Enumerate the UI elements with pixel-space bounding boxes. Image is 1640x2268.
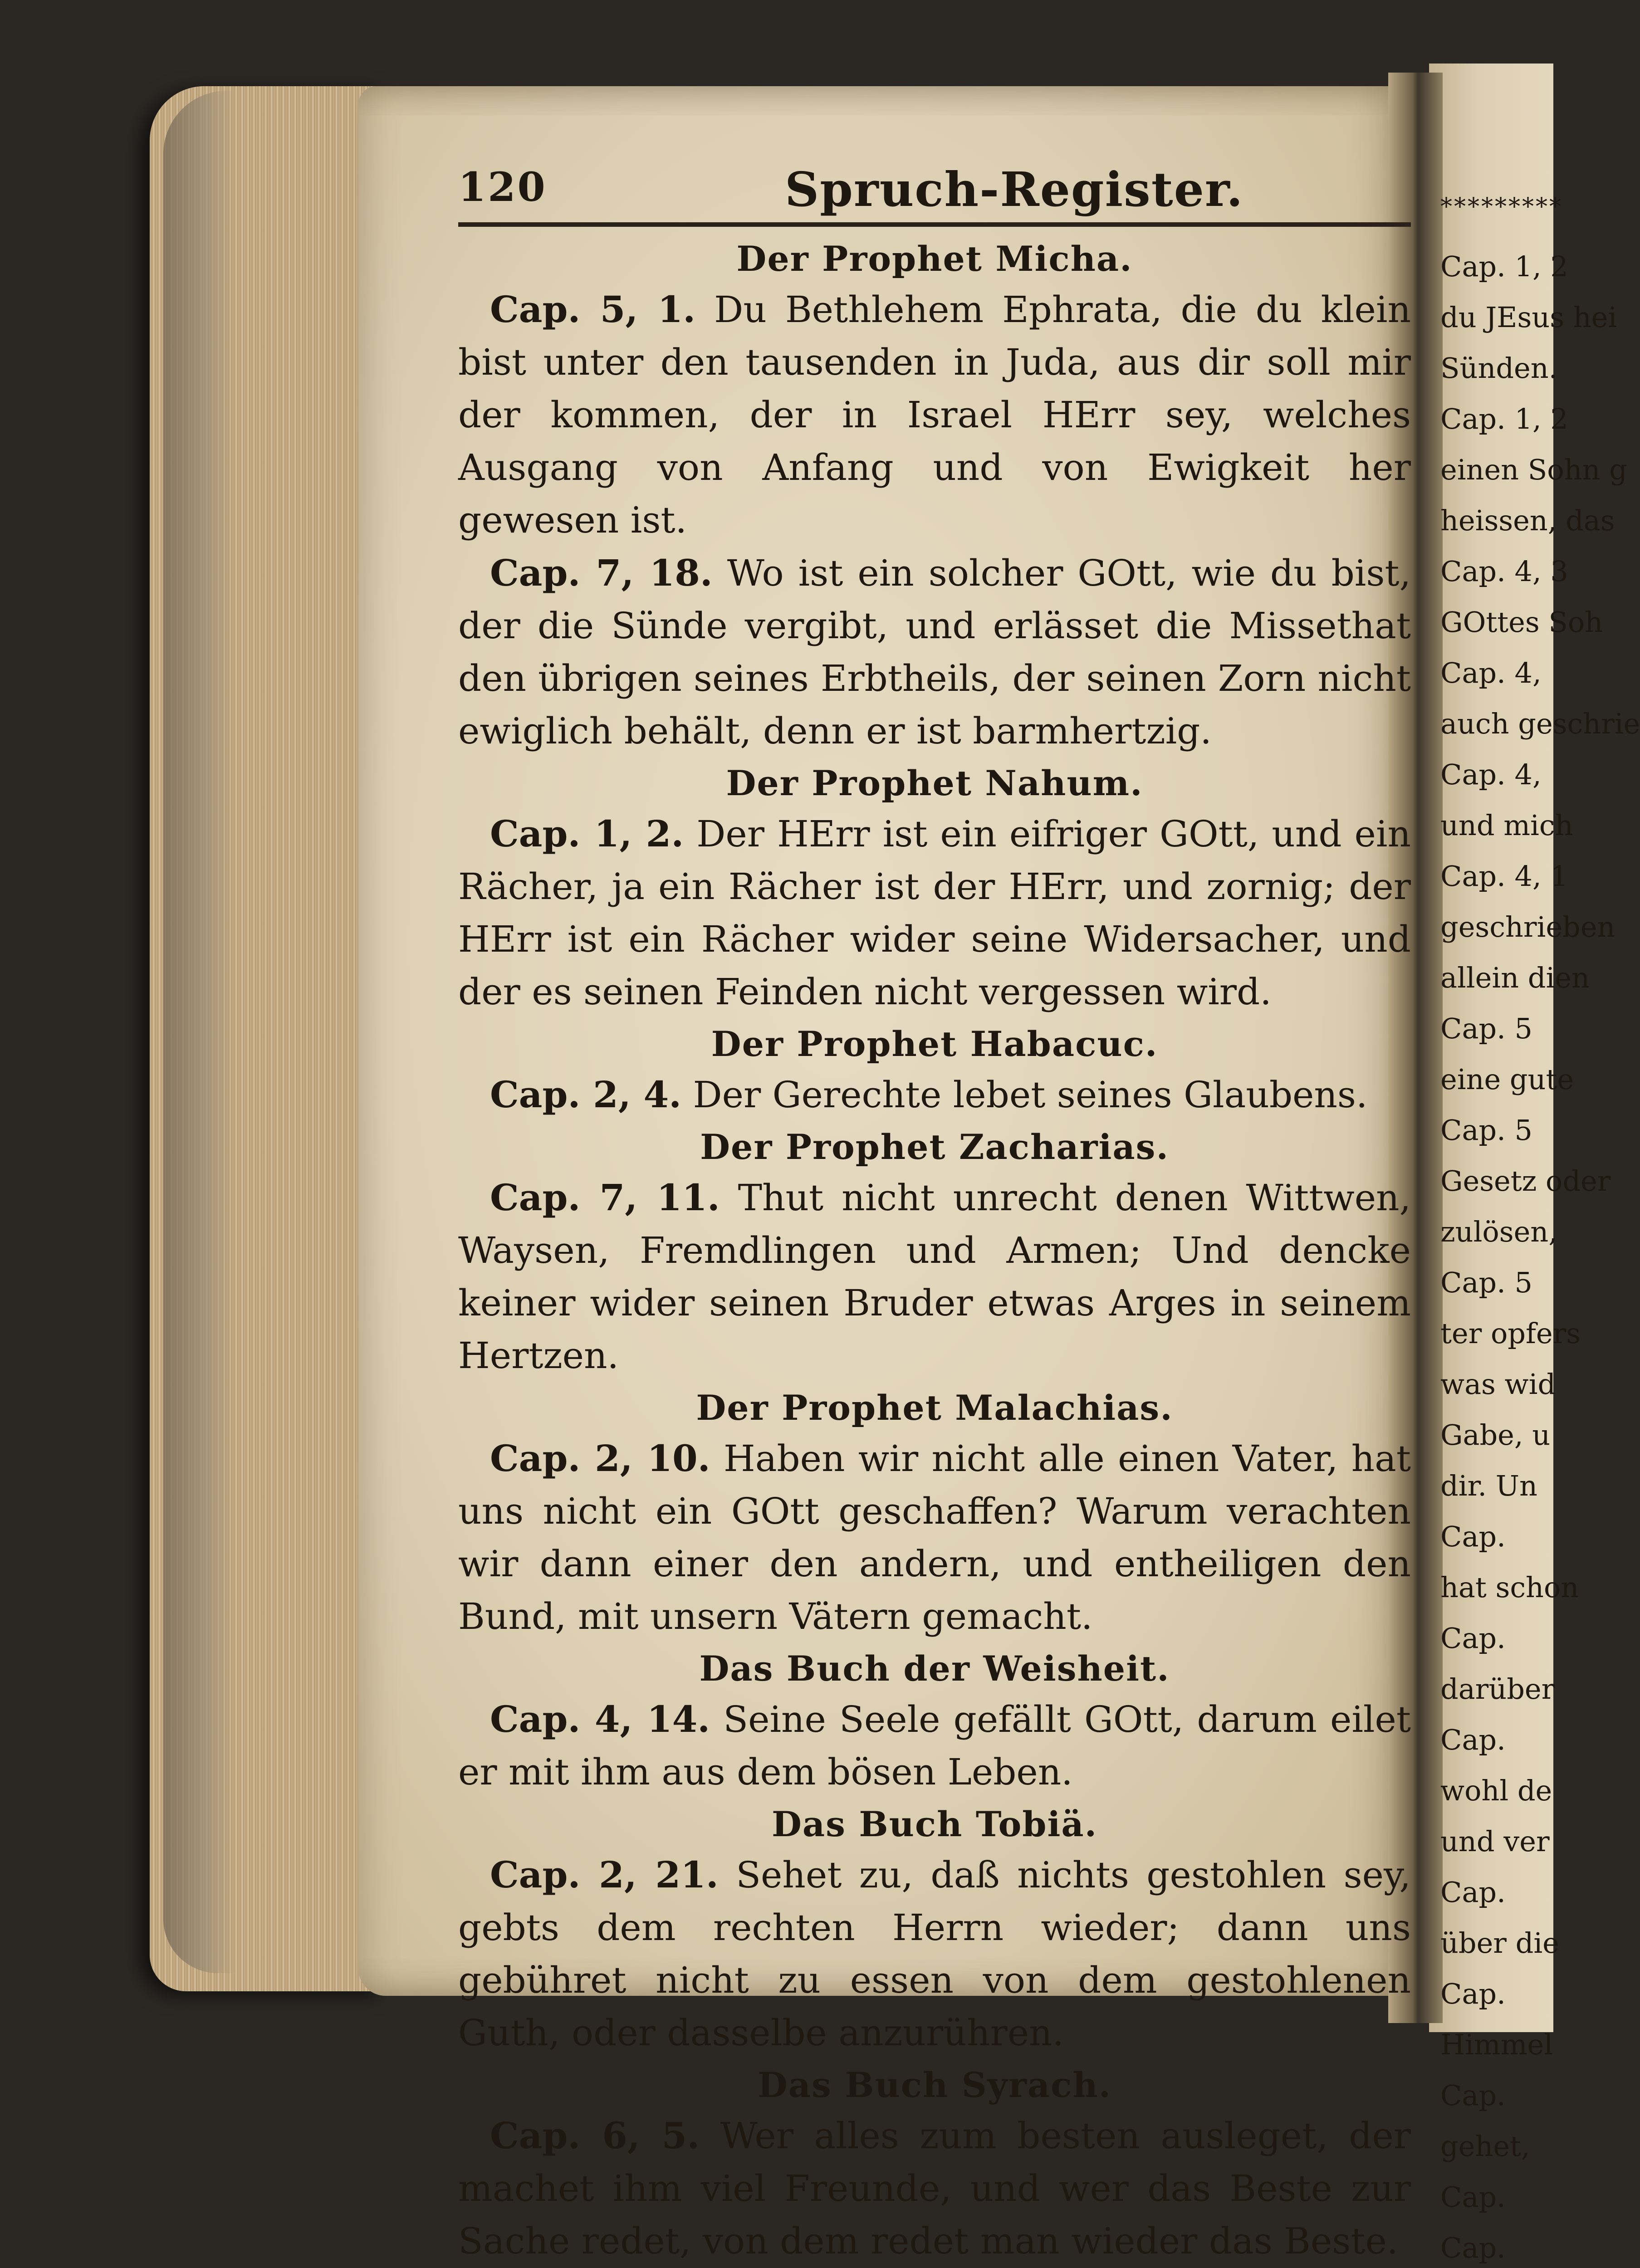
right-page-line: Cap. (1440, 1876, 1506, 1909)
right-page-lines (1440, 241, 1640, 2268)
right-page-line: zulösen, (1440, 1215, 1557, 1248)
right-page-line: Gabe, u (1440, 1418, 1551, 1452)
left-page-text (458, 163, 1411, 2268)
right-page-line: Cap. 4, (1440, 656, 1542, 689)
right-page-line: Himmel (1440, 2028, 1553, 2061)
verse-reference: Cap. 7, 18. (490, 552, 713, 594)
right-page-line: Cap. (1440, 1977, 1506, 2010)
verse-reference: Cap. 4, 14. (490, 1698, 710, 1740)
right-page-line: Cap. 4, 3 (1440, 555, 1568, 588)
section-heading: Der Prophet Zacharias. (700, 1127, 1169, 1167)
right-page-line: ter opfers (1440, 1317, 1581, 1350)
verse-reference: Cap. 2, 10. (490, 1437, 710, 1480)
verse-reference: Cap. 7, 11. (490, 1176, 720, 1219)
right-page-line: Cap. (1440, 1622, 1506, 1655)
right-page-line: du JEsus hei (1440, 301, 1617, 334)
right-page-line: einen Sohn g (1440, 453, 1627, 486)
ornament-row: ********* (1440, 193, 1563, 220)
verse (458, 1848, 1411, 2059)
right-page-line: Cap. (1440, 2231, 1506, 2264)
right-page-line: Cap. 5 (1440, 1114, 1532, 1147)
verse-reference: Cap. 2, 21. (490, 1853, 719, 1896)
verse-text: Haben wir nicht alle einen Vater, hat uns nicht ein GOtt geschaffen? Warum verachten wir dann einer den andern, und entheiligen den Bund, mit unsern Vätern gemacht. (458, 1437, 1411, 1637)
right-page-line: Cap. 1, 2 (1440, 250, 1568, 283)
right-page-line: was wid (1440, 1368, 1556, 1401)
right-page-line: auch geschrie (1440, 707, 1640, 740)
right-page-line: Cap. 5 (1440, 1266, 1532, 1299)
right-page-line: allein dien (1440, 961, 1590, 994)
verse (458, 2109, 1411, 2268)
verse-text: Sehet zu, daß nichts gestohlen sey, gebts dem rechten Herrn wieder; dann uns gebühret nicht zu essen von dem gestohlenen Guth, oder dasselbe anzurühren. (458, 1854, 1411, 2054)
binding-curve (163, 91, 236, 1973)
right-page-line: gehet, (1440, 2130, 1530, 2163)
verse (458, 1171, 1411, 1382)
right-page-line: Gesetz oder (1440, 1164, 1611, 1198)
running-title: Spruch-Register. (785, 161, 1244, 217)
sections (458, 235, 1411, 2268)
verse-text: Wer alles zum besten ausleget, der machet ihm viel Freunde, und wer das Beste zur Sache redet, von dem redet man wieder das Beste. (458, 2115, 1411, 2262)
right-page-line: Cap. (1440, 2079, 1506, 2112)
verse-text: Der Gerechte lebet seines Glaubens. (693, 1074, 1368, 1116)
right-page-line: Cap. (1440, 2180, 1506, 2214)
right-page-line: heissen, das (1440, 504, 1615, 537)
verse (458, 807, 1411, 1018)
page-header (458, 163, 1411, 227)
verse-text: Thut nicht unrecht denen Wittwen, Waysen, Fremdlingen und Armen; Und dencke keiner wider seinen Bruder etwas Arges in seinem Hertzen. (458, 1177, 1411, 1377)
right-page-line: Cap. 1, 2 (1440, 402, 1568, 435)
section-heading: Das Buch der Weisheit. (699, 1648, 1170, 1689)
verse-reference: Cap. 6, 5. (490, 2114, 700, 2157)
right-page-line: über die (1440, 1926, 1559, 1960)
verse-reference: Cap. 5, 1. (490, 288, 696, 331)
section-heading: Das Buch Syrach. (757, 2065, 1112, 2105)
section-heading: Der Prophet Habacuc. (711, 1024, 1158, 1064)
verse-reference: Cap. 1, 2. (490, 812, 684, 855)
page-number: 120 (458, 163, 547, 210)
right-page-line: Cap. 4, 1 (1440, 860, 1568, 893)
section-heading: Der Prophet Micha. (736, 239, 1133, 279)
right-page-line: Cap. 4, (1440, 758, 1542, 791)
right-page-line: darüber (1440, 1672, 1555, 1706)
verse-reference: Cap. 2, 4. (490, 1073, 682, 1116)
verse-text: Du Bethlehem Ephrata, die du klein bist unter den tausenden in Juda, aus dir soll mir der kommen, der in Israel HErr sey, welches Ausgang von Anfang und von Ewigkeit her gewesen ist. (458, 288, 1411, 541)
verse-text: Der HErr ist ein eifriger GOtt, und ein Rächer, ja ein Rächer ist der HErr, und zornig; der HErr ist ein Rächer wider seine Widersacher, und der es seinen Feinden nicht vergessen wird. (458, 813, 1411, 1013)
verse (458, 547, 1411, 758)
right-page-text (1440, 181, 1640, 2268)
right-page-line: GOttes Soh (1440, 606, 1603, 639)
right-page-line: Cap. (1440, 1723, 1506, 1756)
right-page-line: und mich (1440, 809, 1573, 842)
verse (458, 283, 1411, 547)
section-heading: Das Buch Tobiä. (771, 1804, 1098, 1844)
section-heading: Der Prophet Malachias. (696, 1388, 1173, 1428)
right-page-line: Sünden. (1440, 352, 1558, 385)
right-page-line: Cap. (1440, 1520, 1506, 1553)
verse-text: Wo ist ein solcher GOtt, wie du bist, der die Sünde vergibt, und erlässet die Missethat den übrigen seines Erbtheils, der seinen Zorn nicht ewiglich behält, denn er ist barmhertzig. (458, 552, 1411, 752)
right-page-line: dir. Un (1440, 1469, 1537, 1502)
section-heading: Der Prophet Nahum. (726, 763, 1143, 803)
right-page-line: eine gute (1440, 1063, 1574, 1096)
verse (458, 1432, 1411, 1643)
right-page-line: und ver (1440, 1825, 1550, 1858)
right-page-line: geschrieben (1440, 910, 1616, 943)
verse-text: Seine Seele gefällt GOtt, darum eilet er mit ihm aus dem bösen Leben. (458, 1698, 1411, 1793)
right-page-line: Cap. 5 (1440, 1012, 1532, 1045)
right-page-line: wohl de (1440, 1774, 1552, 1807)
verse (458, 1068, 1411, 1121)
verse (458, 1693, 1411, 1799)
right-page-line: hat schon (1440, 1571, 1579, 1604)
